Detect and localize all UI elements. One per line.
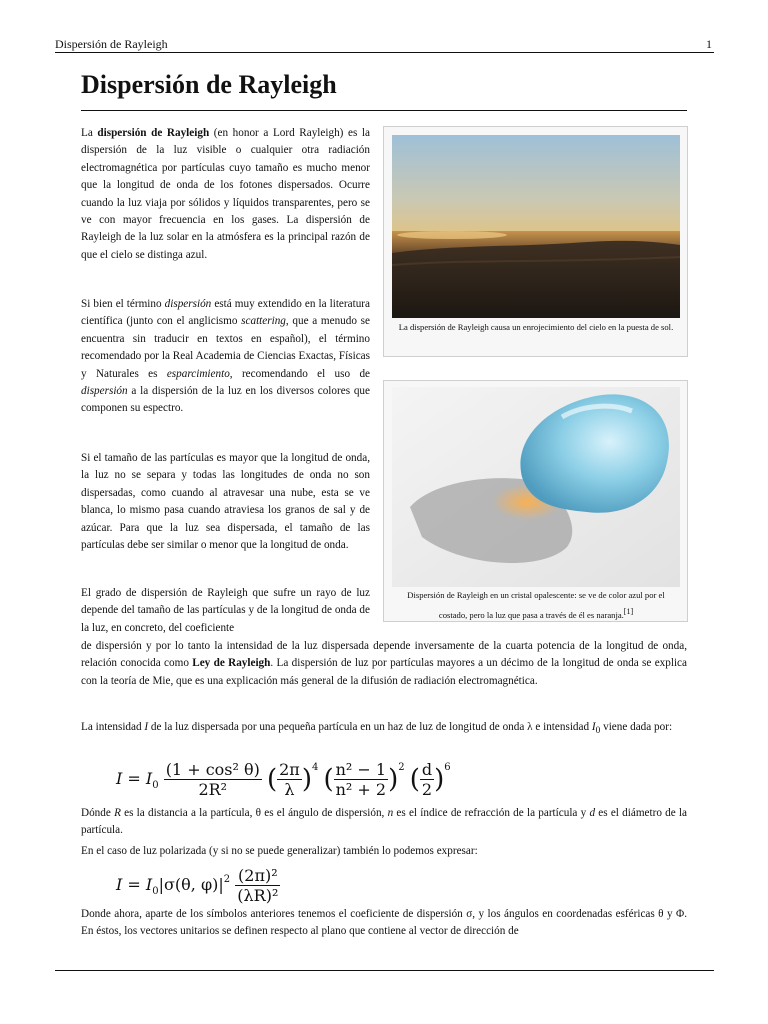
footer-rule [55,970,714,971]
fraction-refractive: $\frac{\text{n² − 1}}{\text{n² + 2}}$ [335,760,387,799]
figure-sunset [383,126,688,357]
running-title: Dispersión de Rayleigh [55,37,168,51]
paragraph-degree-part1: El grado de dispersión de Rayleigh que sufre un rayo de luz depende del tamaño de las partículas y de la longitud de onda de la luz, en concreto, del coeficiente [81,587,370,634]
paragraph-polarized: En el caso de luz polarizada (y si no se puede generalizar) también lo podemos expresar: [81,845,478,857]
fraction-diameter: $\frac{d}{2}$ [421,760,433,799]
sunset-photo [392,135,680,318]
figure-opal-caption: Dispersión de Rayleigh en un cristal opalescente: se ve de color azul por el costado, pero la luz que pasa a través de él es naranja.[1] [407,590,665,620]
paragraph-degree-part2: de dispersión y por lo tanto la intensidad de la luz dispersada depende inversamente de la cuarta potencia de la longitud de onda, relación conocida como Ley de Rayleigh. La dispersión de luz por partículas mayores a un décimo de la longitud de onda se explica con la teoría de Mie, que es una explicación más general de la difusión de radiación electromagnética. [81,640,687,687]
paragraph-intro: La dispersión de Rayleigh (en honor a Lord Rayleigh) es la dispersión de la luz visible o cualquier otra radiación electromagnética por partículas cuyo tamaño es mucho menor que la longitud de onda de los fotones dispersados. Ocurre cuando la luz viaja por sólidos y líquidos transparentes, pero se ve con mayor frecuencia en los gases. La dispersión de Rayleigh de la luz solar en la atmósfera es la principal razón de que el cielo se distinga azul. [81,127,370,261]
paragraph-intensity: La intensidad I de la luz dispersada por una pequeña partícula en un haz de luz de longitud de onda λ e intensidad $I_0$ viene dada por: [81,721,673,737]
paragraph-spherical: Donde ahora, aparte de los símbolos anteriores tenemos el coeficiente de dispersión σ, y los ángulos en coordenadas esféricas θ y Φ. En éstos, los vectores unitarios se definen respecto al plano que contiene al vector de dirección de [81,908,687,938]
fraction-wavenumber: $\frac{2\pi}{\lambda}$ [279,760,300,799]
title-rule [81,110,687,111]
page-number: 1 [706,37,712,51]
fraction-angular: $\frac{\text{(1 + cos² θ)}}{\text{2R²}}$ [165,760,260,799]
page-title: Dispersión de Rayleigh [81,70,337,99]
paragraph-definitions: Dónde R es la distancia a la partícula, θ es el ángulo de dispersión, n es el índice de refracción de la partícula y d es el diámetro de la partícula. [81,807,688,837]
polarized-formula: $I = I_0|\sigma(\theta$, $\varphi)|^2$ $\frac{\text{(2π)²}}{\text{(λR)²}}$ [116,866,279,905]
opal-crystal-photo [392,387,680,587]
rayleigh-formula: $I = I_0$ $\frac{\text{(1 + cos² θ)}}{\text{2R²}}$ ( $\frac{2\pi}{\lambda}$ )$^4$ ( $\frac{\text{n² − 1}}{\text{n² + 2}}$ )$^2$ ( $\frac{d}{2}$ )$^6$ [116,760,451,799]
figure-sunset-caption: La dispersión de Rayleigh causa un enrojecimiento del cielo en la puesta de sol. [398,322,674,332]
reference-link[interactable]: [1] [623,606,634,616]
fraction-polarized: $\frac{\text{(2π)²}}{\text{(λR)²}}$ [237,866,279,905]
paragraph-terminology: Si bien el término dispersión está muy extendido en la literatura científica (junto con el anglicismo scattering, que a menudo se encuentra sin traducir en textos en español), el término recomendado por la Real Academia de Ciencias Exactas, Físicas y Naturales es esparcimiento, recomendando el uso de dispersión a la dispersión de la luz en los diversos colores que componen su espectro. [81,298,371,415]
figure-opal [383,380,688,622]
paragraph-particle-size: Si el tamaño de las partículas es mayor que la longitud de onda, la luz no se separa y todas las longitudes de onda no son dispersadas, como cuando al atravesar una nube, esta se ve blanca, lo mismo pasa cuando atraviesa los granos de sal y de azúcar. Para que la luz sea dispersada, el tamaño de las partículas debe ser similar o menor que la longitud de onda. [81,452,370,552]
header-rule [55,52,714,53]
